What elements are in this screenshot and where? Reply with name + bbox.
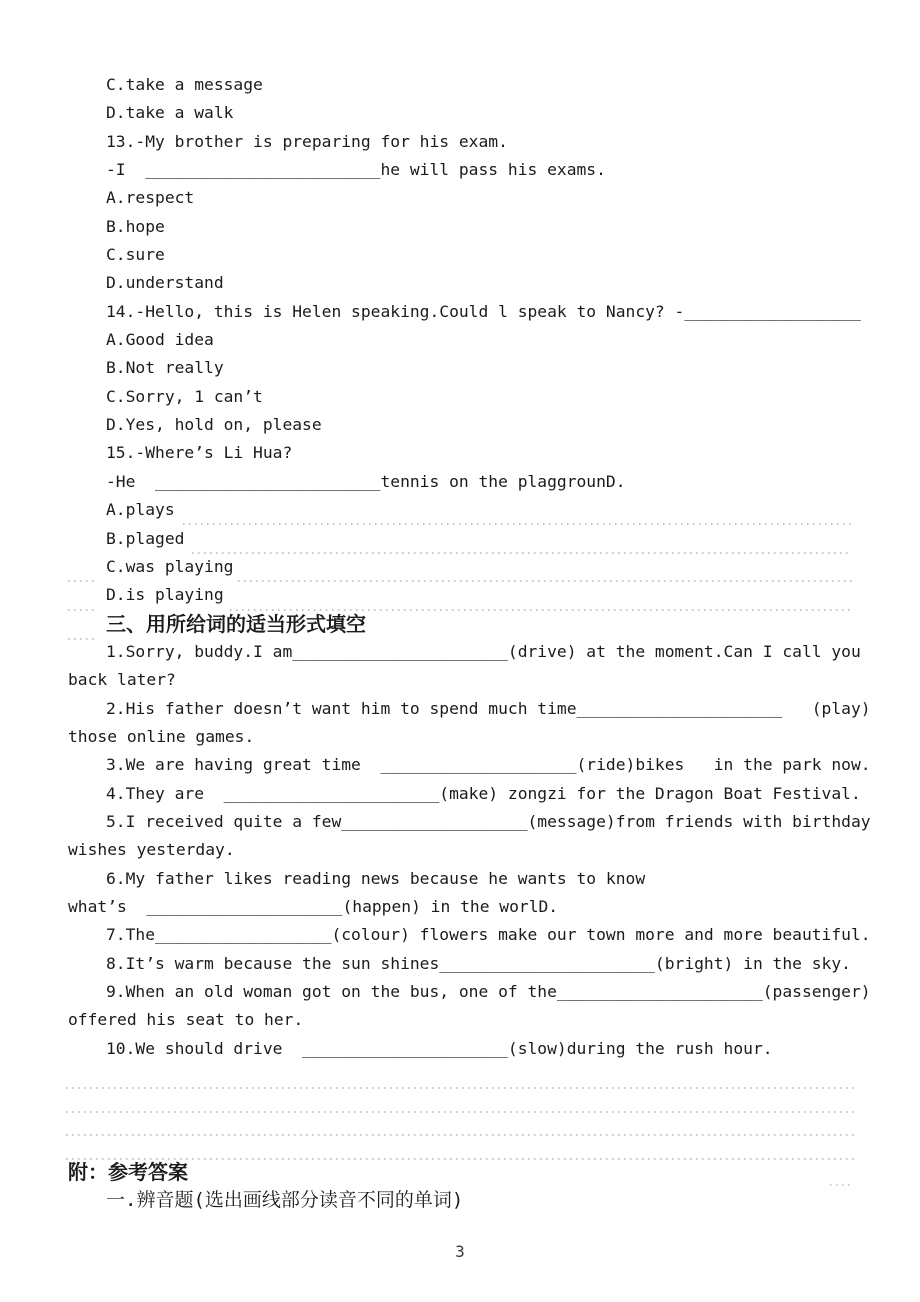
dotted-rule (238, 580, 852, 582)
text-line: 4.They are ______________________(make) zongzi for the Dragon Boat Festival. (106, 783, 861, 803)
text-line: what’s ____________________(happen) in the worlD. (68, 896, 559, 916)
dotted-rule (66, 1111, 854, 1113)
text-line: A.respect (106, 188, 195, 208)
section-header: 三、用所给词的适当形式填空 (106, 611, 366, 636)
text-line: C.was playing (106, 556, 234, 576)
text-line: 10.We should drive _____________________(slow)during the rush hour. (106, 1038, 773, 1058)
text-line: D.understand (106, 273, 224, 293)
dotted-rule (183, 523, 852, 525)
text-line: C.Sorry, 1 can’t (106, 386, 263, 406)
text-line: offered his seat to her. (68, 1010, 304, 1030)
text-line: A.plays (106, 500, 175, 520)
text-line: 3.We are having great time ____________________(ride)bikes in the park now. (106, 755, 871, 775)
text-line: 9.When an old woman got on the bus, one of the_____________________(passenger) (106, 982, 871, 1001)
text-line: B.Not really (106, 358, 224, 378)
text-line: 1.Sorry, buddy.I am______________________(drive) at the moment.Can I call you (106, 641, 861, 661)
text-line: C.take a message (106, 75, 263, 94)
text-line: D.take a walk (106, 103, 234, 123)
text-line: B.plaged (106, 528, 185, 548)
text-line: D.Yes, hold on, please (106, 415, 322, 435)
page-number: 3 (455, 1242, 465, 1261)
dotted-rule (66, 1134, 854, 1136)
dotted-rule (68, 638, 98, 640)
text-line: 13.-My brother is preparing for his exam. (106, 131, 508, 151)
dotted-rule (66, 1158, 854, 1160)
dotted-rule (192, 552, 852, 554)
text-line: A.Good idea (106, 330, 214, 350)
dotted-rule (66, 1087, 854, 1089)
text-line: back later? (68, 670, 176, 690)
section-header: 附：参考答案 (68, 1160, 188, 1185)
text-line: B.hope (106, 216, 165, 236)
text-line: 5.I received quite a few___________________(message)from friends with birthday (106, 811, 871, 831)
section-subheader: 一.辨音题(选出画线部分读音不同的单词) (106, 1189, 464, 1212)
text-line: those online games. (68, 726, 255, 746)
dotted-rule (230, 609, 852, 611)
text-line: D.is playing (106, 585, 224, 605)
dotted-rule (68, 580, 98, 582)
text-line: 14.-Hello, this is Helen speaking.Could l speak to Nancy? -__________________ (106, 301, 861, 321)
text-line: wishes yesterday. (68, 840, 235, 860)
text-line: 8.It’s warm because the sun shines______________________(bright) in the sky. (106, 953, 851, 973)
text-line: -He _______________________tennis on the plaggrounD. (106, 471, 626, 491)
text-line: 7.The__________________(colour) flowers make our town more and more beautiful. (106, 925, 871, 945)
text-line: 2.His father doesn’t want him to spend much time_____________________ (play) (106, 698, 871, 718)
text-line: C.sure (106, 245, 165, 265)
worksheet-text-block (68, 71, 871, 1215)
dotted-rule (68, 609, 98, 611)
text-line: 15.-Where’s Li Hua? (106, 443, 293, 463)
dotted-rule (830, 1184, 852, 1186)
text-line: 6.My father likes reading news because he wants to know (106, 868, 646, 888)
text-line: -I ________________________he will pass his exams. (106, 160, 606, 180)
